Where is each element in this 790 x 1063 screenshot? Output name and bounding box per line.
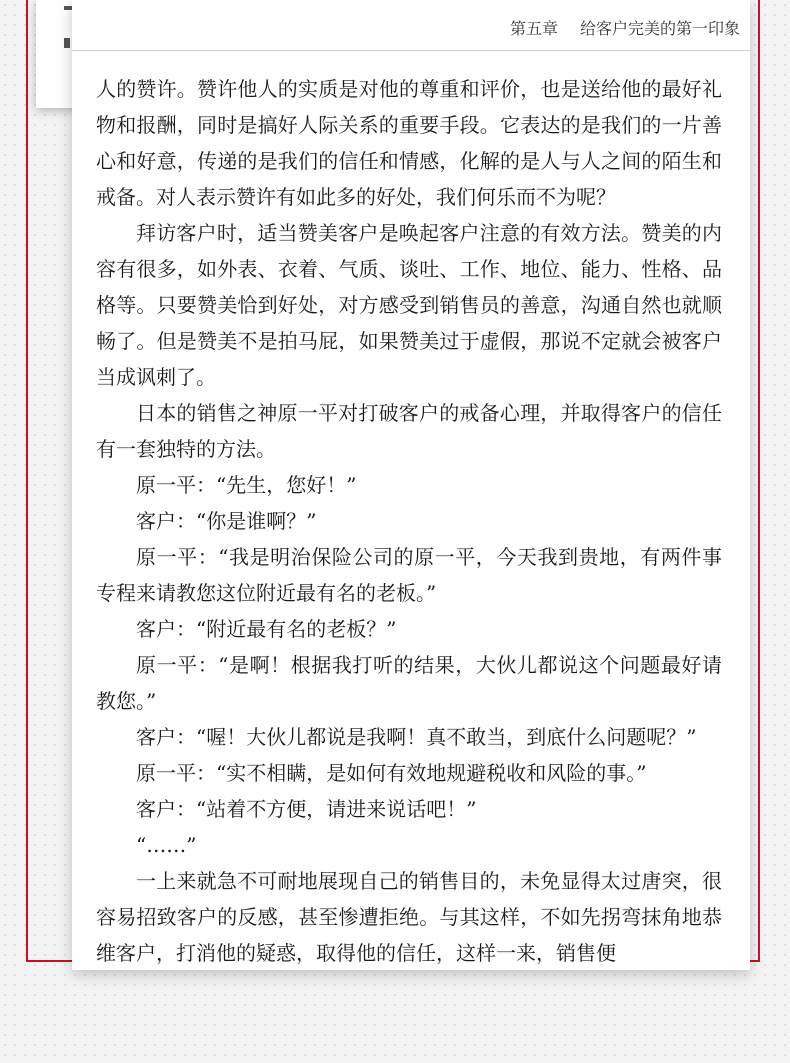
running-header xyxy=(510,16,740,39)
paragraph: 一上来就急不可耐地展现自己的销售目的，未免显得太过唐突，很容易招致客户的反感，甚至惨遭拒绝。与其这样，不如先拐弯抹角地恭维客户，打消他的疑惑，取得他的信任，这样一来，销售便 xyxy=(96,869,722,965)
dialogue-line: 原一平：“先生，您好！” xyxy=(136,473,357,497)
dialogue-line: 客户：“你是谁啊？” xyxy=(136,509,317,533)
body-text xyxy=(96,71,722,970)
dialogue-line: 原一平：“实不相瞒，是如何有效地规避税收和风险的事。” xyxy=(136,761,647,785)
dialogue-line: “……” xyxy=(136,833,197,857)
dialogue-line: 原一平：“我是明治保险公司的原一平，今天我到贵地，有两件事专程来请教您这位附近最有名的老板。” xyxy=(96,545,722,605)
paragraph: 日本的销售之神原一平对打破客户的戒备心理，并取得客户的信任有一套独特的方法。 xyxy=(96,401,722,461)
background-page-text-fragment xyxy=(64,6,72,10)
paragraph: 拜访客户时，适当赞美客户是唤起客户注意的有效方法。赞美的内容有很多，如外表、衣着、气质、谈吐、工作、地位、能力、性格、品格等。只要赞美恰到好处，对方感受到销售员的善意，沟通自然也就顺畅了。但是赞美不是拍马屁，如果赞美过于虚假，那说不定就会被客户当成讽刺了。 xyxy=(96,221,722,389)
background-page-text-fragment xyxy=(64,38,70,48)
chapter-title: 给客户完美的第一印象 xyxy=(579,19,740,38)
book-page xyxy=(72,0,750,970)
dialogue-line: 原一平：“是啊！根据我打听的结果，大伙儿都说这个问题最好请教您。” xyxy=(96,653,722,713)
header-divider xyxy=(72,50,750,51)
chapter-number: 第五章 xyxy=(509,19,558,38)
dialogue-line: 客户：“站着不方便，请进来说话吧！” xyxy=(136,797,477,821)
dialogue-line: 客户：“喔！大伙儿都说是我啊！真不敢当，到底什么问题呢？” xyxy=(136,725,697,749)
paragraph: 人的赞许。赞许他人的实质是对他的尊重和评价，也是送给他的最好礼物和报酬，同时是搞好人际关系的重要手段。它表达的是我们的一片善心和好意，传递的是我们的信任和情感，化解的是人与人之间的陌生和戒备。对人表示赞许有如此多的好处，我们何乐而不为呢？ xyxy=(96,77,722,209)
dialogue-line: 客户：“附近最有名的老板？” xyxy=(136,617,397,641)
